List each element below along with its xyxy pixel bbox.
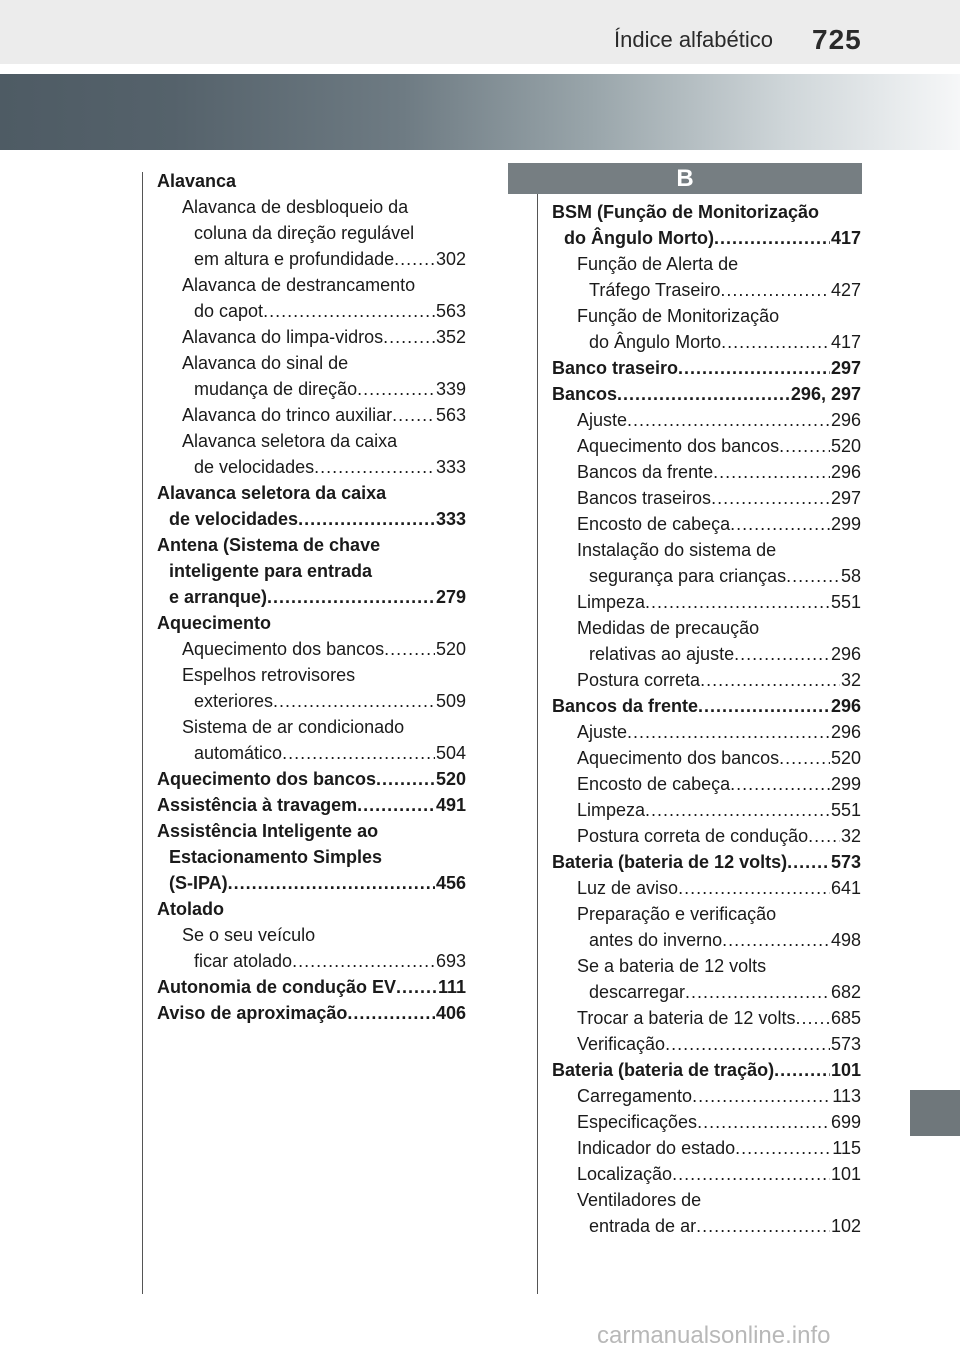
dot-leader [787,849,830,875]
dot-leader [263,298,435,324]
dot-leader [292,948,435,974]
page-number: 725 [812,24,862,55]
letter-header: B [508,163,862,194]
index-entry-page: 491 [435,795,466,815]
dot-leader [779,745,830,771]
index-entry-text: Aquecimento dos bancos [182,639,385,659]
index-entry [552,589,861,615]
index-entry [552,667,861,693]
dot-leader [347,1000,435,1026]
index-entry-page: 299 [830,514,861,534]
index-entry [552,641,861,667]
index-entry-text: relativas ao ajuste [589,644,735,664]
dot-leader [808,823,840,849]
index-entry-text: Instalação do sistema de [577,540,777,560]
index-entry-page: 333 [435,457,466,477]
index-entry [552,485,861,511]
index-entry-text: segurança para crianças [589,566,787,586]
index-entry [552,771,861,797]
index-entry [552,953,861,979]
dot-leader [665,1031,830,1057]
index-entry [552,433,861,459]
dot-leader [734,641,830,667]
index-entry-page: 456 [435,873,466,893]
index-entry-page: 339 [435,379,466,399]
index-entry-page: 299 [830,774,861,794]
index-entry-text: Banco traseiro [552,358,679,378]
dot-leader [357,376,435,402]
index-entry [552,407,861,433]
index-entry-page: 296 [830,462,861,482]
index-entry-text: ficar atolado [194,951,293,971]
dot-leader [645,797,830,823]
index-entry [157,298,466,324]
index-entry-text: Assistência Inteligente ao [157,821,379,841]
dot-leader [774,1057,830,1083]
index-column-right [552,199,861,1239]
dot-leader [678,355,830,381]
index-entry-page: 296 [830,410,861,430]
index-entry [157,584,466,610]
index-entry [552,1161,861,1187]
index-entry [552,563,861,589]
index-entry-page: 520 [830,436,861,456]
index-entry-page: 302 [435,249,466,269]
index-entry-text: Função de Monitorização [577,306,780,326]
dot-leader [698,693,830,719]
dot-leader [735,1135,831,1161]
index-entry [552,1135,861,1161]
dot-leader [795,1005,830,1031]
index-entry [552,875,861,901]
index-entry-page: 520 [435,769,466,789]
index-entry-text: Encosto de cabeça [577,774,731,794]
index-entry [552,979,861,1005]
index-entry [157,740,466,766]
dot-leader [627,407,830,433]
dot-leader [282,740,435,766]
index-entry-text: do Ângulo Morto) [564,228,714,248]
index-entry [552,329,861,355]
index-entry-text: Alavanca de destrancamento [182,275,416,295]
index-entry [157,480,466,506]
dot-leader [617,381,790,407]
index-entry [552,1031,861,1057]
index-entry [552,381,861,407]
index-entry [157,168,466,194]
dot-leader [383,324,435,350]
index-entry-text: coluna da direção regulável [194,223,415,243]
index-entry [157,246,466,272]
dot-leader [298,506,435,532]
index-entry [552,1187,861,1213]
index-entry [552,693,861,719]
index-entry-text: BSM (Função de Monitorização [552,202,820,222]
index-entry-page: 113 [832,1086,861,1106]
index-entry-text: Aquecimento [157,613,272,633]
index-entry-text: Bancos traseiros [577,488,712,508]
index-entry-text: Preparação e verificação [577,904,777,924]
index-entry-text: Aviso de aproximação [157,1003,348,1023]
index-entry-text: Alavanca do sinal de [182,353,349,373]
index-column-left [157,168,466,1026]
index-entry-text: Postura correta [577,670,701,690]
dot-leader [376,766,435,792]
dot-leader [678,875,830,901]
dot-leader [696,1213,830,1239]
index-entry [157,870,466,896]
dot-leader [685,979,830,1005]
index-entry-text: Bancos da frente [577,462,714,482]
index-entry-page: 111 [437,977,466,997]
index-entry [552,823,861,849]
section-side-tab [910,1090,960,1136]
index-entry-text: Limpeza [577,800,646,820]
index-entry-text: mudança de direção [194,379,358,399]
index-entry-text: Localização [577,1164,673,1184]
dot-leader [314,454,435,480]
index-entry [157,662,466,688]
index-entry-text: Bancos da frente [552,696,699,716]
section-title: Índice alfabético [614,27,773,52]
index-entry [157,636,466,662]
dot-leader [692,1083,831,1109]
index-entry-page: 417 [830,332,861,352]
index-entry [157,896,466,922]
dot-leader [720,277,830,303]
index-entry [552,251,861,277]
index-entry-text: Tráfego Traseiro [589,280,721,300]
index-entry-page: 685 [830,1008,861,1028]
index-entry-text: Função de Alerta de [577,254,739,274]
index-entry-text: em altura e profundidade [194,249,395,269]
index-entry-text: Aquecimento dos bancos [577,436,780,456]
index-entry [157,714,466,740]
dot-leader [779,433,830,459]
index-entry-page: 352 [435,327,466,347]
index-entry-page: 509 [435,691,466,711]
index-entry-page: 417 [830,228,861,248]
index-entry [157,558,466,584]
dot-leader [730,771,830,797]
index-entry [552,927,861,953]
index-entry [157,1000,466,1026]
index-entry-page: 699 [830,1112,861,1132]
index-entry [157,454,466,480]
index-entry-text: descarregar [589,982,686,1002]
index-entry-text: automático [194,743,283,763]
index-entry [552,537,861,563]
index-entry-text: Assistência à travagem [157,795,358,815]
index-entry [552,1213,861,1239]
index-entry-text: inteligente para entrada [169,561,373,581]
index-entry [552,1057,861,1083]
index-entry-text: Medidas de precaução [577,618,760,638]
index-entry-page: 296, 297 [790,384,861,404]
dot-leader [267,584,435,610]
index-entry-text: Alavanca seletora da caixa [157,483,387,503]
index-entry-text: Limpeza [577,592,646,612]
index-entry-text: Bateria (bateria de 12 volts) [552,852,788,872]
index-entry-page: 115 [832,1138,861,1158]
dot-leader [700,667,840,693]
index-entry [157,376,466,402]
index-entry-text: Ajuste [577,722,628,742]
index-entry [157,818,466,844]
index-entry-text: Trocar a bateria de 12 volts [577,1008,796,1028]
index-entry [157,974,466,1000]
index-entry-page: 563 [435,405,466,425]
dot-leader [627,719,830,745]
index-entry-text: Alavanca de desbloqueio da [182,197,409,217]
index-entry-text: Alavanca do trinco auxiliar [182,405,393,425]
index-entry-page: 333 [435,509,466,529]
index-entry-page: 101 [830,1060,861,1080]
index-entry [552,511,861,537]
index-entry-text: Luz de aviso [577,878,679,898]
index-entry [157,324,466,350]
dot-leader [697,1109,830,1135]
index-entry [552,225,861,251]
dot-leader [645,589,830,615]
index-entry [157,948,466,974]
index-entry-text: Autonomia de condução EV [157,977,397,997]
index-entry [552,1109,861,1135]
index-entry-text: Aquecimento dos bancos [577,748,780,768]
index-entry [552,849,861,875]
dot-leader [273,688,435,714]
dot-leader [722,927,830,953]
index-entry [157,506,466,532]
index-entry-page: 520 [435,639,466,659]
dot-leader [392,402,435,428]
index-entry [157,220,466,246]
dot-leader [228,870,435,896]
dot-leader [672,1161,830,1187]
index-entry-text: e arranque) [169,587,268,607]
index-entry-text: Encosto de cabeça [577,514,731,534]
index-entry-page: 551 [830,800,861,820]
index-entry-text: Verificação [577,1034,666,1054]
index-entry [552,615,861,641]
dot-leader [396,974,437,1000]
index-entry-page: 296 [830,696,861,716]
dot-leader [721,329,830,355]
index-entry [552,797,861,823]
index-entry-page: 563 [435,301,466,321]
index-entry-page: 101 [830,1164,861,1184]
index-entry-page: 682 [830,982,861,1002]
dot-leader [357,792,435,818]
index-entry-page: 297 [830,488,861,508]
index-entry-text: do Ângulo Morto [589,332,722,352]
index-entry [552,277,861,303]
index-entry-page: 279 [435,587,466,607]
dot-leader [384,636,435,662]
index-entry [552,1083,861,1109]
index-entry-text: (S-IPA) [169,873,228,893]
index-entry-page: 296 [830,644,861,664]
index-entry [552,1005,861,1031]
dot-leader [394,246,435,272]
column-divider-left [142,172,143,1294]
index-entry [157,532,466,558]
index-entry-text: de velocidades [169,509,299,529]
index-entry-page: 573 [830,852,861,872]
index-entry-text: Especificações [577,1112,698,1132]
index-entry-page: 573 [830,1034,861,1054]
index-entry [157,922,466,948]
index-entry-text: Se a bateria de 12 volts [577,956,767,976]
index-entry-text: Bancos [552,384,618,404]
dot-leader [711,485,830,511]
index-entry-page: 102 [830,1216,861,1236]
index-entry-text: Espelhos retrovisores [182,665,356,685]
dot-leader [786,563,840,589]
index-entry-text: Ventiladores de [577,1190,702,1210]
index-entry-text: Bateria (bateria de tração) [552,1060,775,1080]
index-entry [157,194,466,220]
index-entry-page: 498 [830,930,861,950]
index-entry-text: Postura correta de condução [577,826,809,846]
index-entry [552,719,861,745]
index-entry [157,688,466,714]
index-entry-page: 32 [840,826,861,846]
index-entry-page: 32 [840,670,861,690]
index-entry-text: Antena (Sistema de chave [157,535,381,555]
index-entry-page: 406 [435,1003,466,1023]
column-divider-middle [537,194,538,1294]
index-entry [157,792,466,818]
index-entry-text: do capot [194,301,264,321]
index-entry [157,428,466,454]
index-entry-text: exteriores [194,691,274,711]
index-entry [157,844,466,870]
index-entry-page: 427 [830,280,861,300]
index-entry-text: Alavanca do limpa-vidros [182,327,384,347]
index-entry-text: Ajuste [577,410,628,430]
index-entry [157,402,466,428]
dot-leader [730,511,830,537]
index-entry [552,459,861,485]
index-entry-page: 641 [830,878,861,898]
index-entry-text: Estacionamento Simples [169,847,383,867]
index-entry [552,199,861,225]
index-entry-text: Alavanca [157,171,237,191]
index-entry [157,610,466,636]
header-banner [0,74,960,150]
index-entry [157,350,466,376]
index-entry-text: Atolado [157,899,224,919]
index-entry [552,901,861,927]
index-entry-text: Indicador do estado [577,1138,736,1158]
index-entry-page: 297 [830,358,861,378]
index-entry [157,272,466,298]
index-entry-text: Carregamento [577,1086,693,1106]
watermark: carmanualsonline.info [597,1322,831,1349]
index-entry-text: antes do inverno [589,930,723,950]
index-entry-page: 296 [830,722,861,742]
index-entry-text: de velocidades [194,457,315,477]
index-entry [157,766,466,792]
index-entry-text: Sistema de ar condicionado [182,717,405,737]
index-entry-text: Alavanca seletora da caixa [182,431,398,451]
index-entry [552,745,861,771]
index-entry-text: Se o seu veículo [182,925,316,945]
index-entry [552,355,861,381]
index-entry-page: 520 [830,748,861,768]
index-entry-page: 504 [435,743,466,763]
index-entry-text: Aquecimento dos bancos [157,769,377,789]
index-entry-page: 58 [840,566,861,586]
index-entry-text: entrada de ar [589,1216,697,1236]
index-entry [552,303,861,329]
dot-leader [714,225,830,251]
index-entry-page: 693 [435,951,466,971]
dot-leader [713,459,830,485]
index-entry-page: 551 [830,592,861,612]
